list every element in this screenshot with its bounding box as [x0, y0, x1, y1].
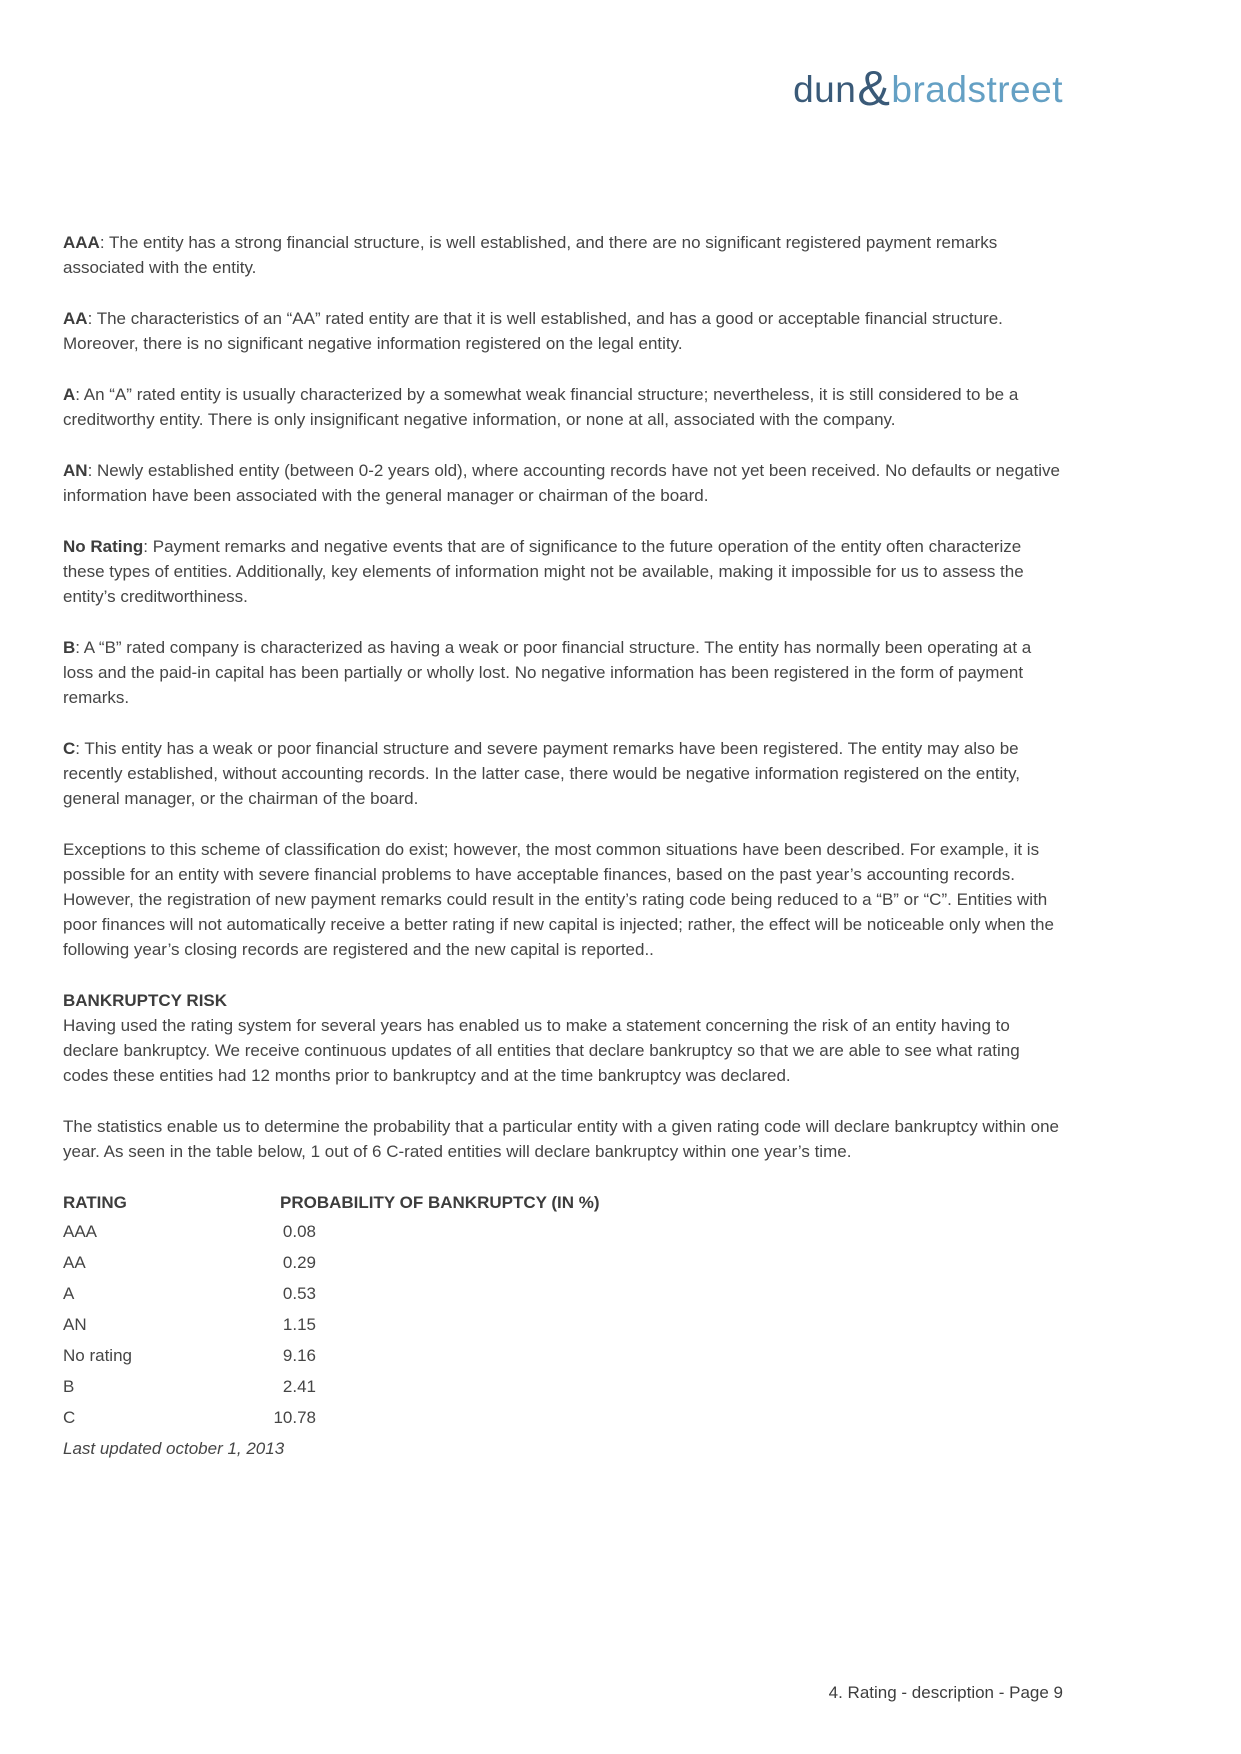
probability-cell: 1.15 — [282, 1315, 316, 1334]
bankruptcy-paragraph-1: Having used the rating system for several years has enabled us to make a statement concerning the risk of an entity having to declare bankruptcy. We receive continuous updates of all entities that declare bankruptcy so that we are able to see what rating codes these entities had 12 months prior to bankruptcy and at the time bankruptcy was declared. — [63, 1016, 1020, 1085]
rating-term-an: AN — [63, 461, 88, 480]
rating-cell: B — [63, 1377, 75, 1396]
rating-paragraph-c — [63, 736, 1063, 811]
table-row-an — [63, 1312, 1063, 1343]
logo-text-bradstreet: bradstreet — [891, 69, 1063, 110]
rating-text-b: : A “B” rated company is characterized as having a weak or poor financial structure. The entity has normally been operating at a loss and the paid-in capital has been partially or wholly lost. No negative information has been registered in the form of payment remarks. — [63, 638, 1032, 707]
probability-cell: 10.78 — [273, 1408, 316, 1427]
table-header-probability: PROBABILITY OF BANKRUPTCY (IN %) — [280, 1193, 600, 1212]
rating-paragraph-a — [63, 382, 1063, 432]
table-row-aaa — [63, 1219, 1063, 1250]
rating-paragraph-aa — [63, 306, 1063, 356]
bankruptcy-probability-table — [63, 1190, 1063, 1436]
logo-text-dun: dun — [793, 69, 857, 110]
rating-cell: C — [63, 1408, 76, 1427]
probability-cell: 0.29 — [282, 1253, 316, 1272]
rating-text-aaa: : The entity has a strong financial structure, is well established, and there are no significant registered payment remarks associated with the entity. — [63, 233, 998, 277]
rating-term-a: A — [63, 385, 76, 404]
rating-cell: No rating — [63, 1346, 132, 1365]
bankruptcy-paragraph-2: The statistics enable us to determine the probability that a particular entity with a given rating code will declare bankruptcy within one year. As seen in the table below, 1 out of 6 C-rated entities will declare bankruptcy within one year’s time. — [63, 1117, 1059, 1161]
table-header-row — [63, 1190, 1063, 1219]
rating-term-aa: AA — [63, 309, 88, 328]
rating-text-no-rating: : Payment remarks and negative events that are of significance to the future operation of the entity often characterize these types of entities. Additionally, key elements of information might not be available, making it impossible for us to assess the entity’s creditworthiness. — [63, 537, 1024, 606]
rating-paragraph-b — [63, 635, 1063, 710]
rating-term-b: B — [63, 638, 76, 657]
table-row-no-rating — [63, 1343, 1063, 1374]
rating-term-c: C — [63, 739, 76, 758]
rating-paragraph-aaa — [63, 230, 1063, 280]
rating-cell: A — [63, 1284, 75, 1303]
page-footer: 4. Rating - description - Page 9 — [828, 1683, 1063, 1702]
probability-cell: 0.08 — [282, 1222, 316, 1241]
dun-bradstreet-logo — [793, 62, 1063, 116]
rating-text-an: : Newly established entity (between 0-2 years old), where accounting records have not yet been received. No defaults or negative information have been associated with the general manager or chairman of the board. — [63, 461, 1060, 505]
last-updated-note: Last updated october 1, 2013 — [63, 1439, 285, 1458]
rating-paragraph-an — [63, 458, 1063, 508]
bankruptcy-risk-heading: BANKRUPTCY RISK — [63, 991, 228, 1010]
rating-text-c: : This entity has a weak or poor financial structure and severe payment remarks have been registered. The entity may also be recently established, without accounting records. In the latter case, there would be negative information registered on the entity, general manager, or the chairman of the board. — [63, 739, 1020, 808]
rating-text-a: : An “A” rated entity is usually characterized by a somewhat weak financial structure; nevertheless, it is still considered to be a creditworthy entity. There is only insignificant negative information, or none at all, associated with the company. — [63, 385, 1019, 429]
rating-text-aa: : The characteristics of an “AA” rated entity are that it is well established, and has a good or acceptable financial structure. Moreover, there is no significant negative information registered on the legal entity. — [63, 309, 1003, 353]
table-row-a — [63, 1281, 1063, 1312]
probability-cell: 0.53 — [282, 1284, 316, 1303]
table-row-aa — [63, 1250, 1063, 1281]
page-body — [63, 230, 1063, 1487]
exceptions-paragraph: Exceptions to this scheme of classification do exist; however, the most common situations have been described. For example, it is possible for an entity with severe financial problems to have acceptable finances, based on the past year’s accounting records. However, the registration of new payment remarks could result in the entity’s rating code being reduced to a “B” or “C”. Entities with poor finances will not automatically receive a better rating if new capital is injected; rather, the effect will be noticeable only when the following year’s closing records are registered and the new capital is reported.. — [63, 840, 1054, 959]
logo-ampersand-icon: & — [857, 62, 891, 116]
rating-cell: AA — [63, 1253, 86, 1272]
rating-cell: AN — [63, 1315, 87, 1334]
rating-term-no-rating: No Rating — [63, 537, 144, 556]
table-row-c — [63, 1405, 1063, 1436]
probability-cell: 9.16 — [282, 1346, 316, 1365]
table-header-rating: RATING — [63, 1193, 127, 1212]
probability-cell: 2.41 — [282, 1377, 316, 1396]
rating-cell: AAA — [63, 1222, 98, 1241]
rating-paragraph-no-rating — [63, 534, 1063, 609]
rating-term-aaa: AAA — [63, 233, 100, 252]
table-row-b — [63, 1374, 1063, 1405]
